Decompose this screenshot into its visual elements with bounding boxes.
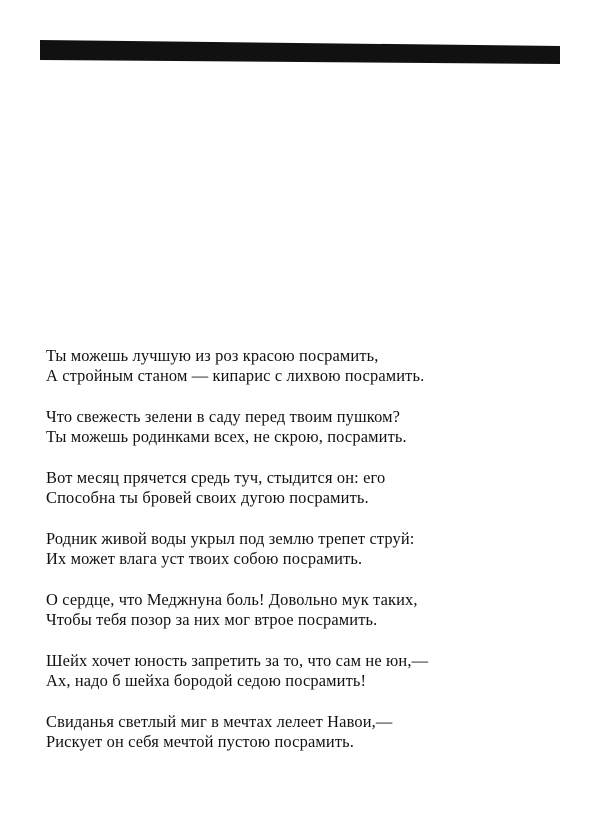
- stanza: [46, 346, 556, 386]
- stanza: [46, 407, 556, 447]
- poem-line: Ты можешь лучшую из роз красою посрамить,: [46, 346, 379, 365]
- poem-line: Чтобы тебя позор за них мог втрое посрамить.: [46, 610, 378, 629]
- poem-line: Ты можешь родинками всех, не скрою, посрамить.: [46, 427, 407, 446]
- poem-line: Рискует он себя мечтой пустою посрамить.: [46, 732, 355, 751]
- poem-line: Что свежесть зелени в саду перед твоим пушком?: [46, 407, 401, 426]
- poem-line: Родник живой воды укрыл под землю трепет струй:: [46, 529, 415, 548]
- poem-line: Вот месяц прячется средь туч, стыдится он: его: [46, 468, 386, 487]
- poem-line: Их может влага уст твоих собою посрамить.: [46, 549, 363, 568]
- stanza: [46, 712, 556, 752]
- poem-line: Шейх хочет юность запретить за то, что сам не юн,—: [46, 651, 429, 670]
- stanza: [46, 529, 556, 569]
- poem-line: А стройным станом — кипарис с лихвою посрамить.: [46, 366, 425, 385]
- poem-line: О сердце, что Меджнуна боль! Довольно мук таких,: [46, 590, 418, 609]
- poem: [46, 346, 556, 773]
- poem-line: Свиданья светлый миг в мечтах лелеет Навои,—: [46, 712, 393, 731]
- poem-line: Способна ты бровей своих дугою посрамить.: [46, 488, 369, 507]
- stanza: [46, 468, 556, 508]
- stanza: [46, 651, 556, 691]
- stanza: [46, 590, 556, 630]
- header-bar-shape: [40, 40, 560, 66]
- poem-line: Ах, надо б шейха бородой седою посрамить!: [46, 671, 367, 690]
- decorative-header-bar: [40, 40, 560, 66]
